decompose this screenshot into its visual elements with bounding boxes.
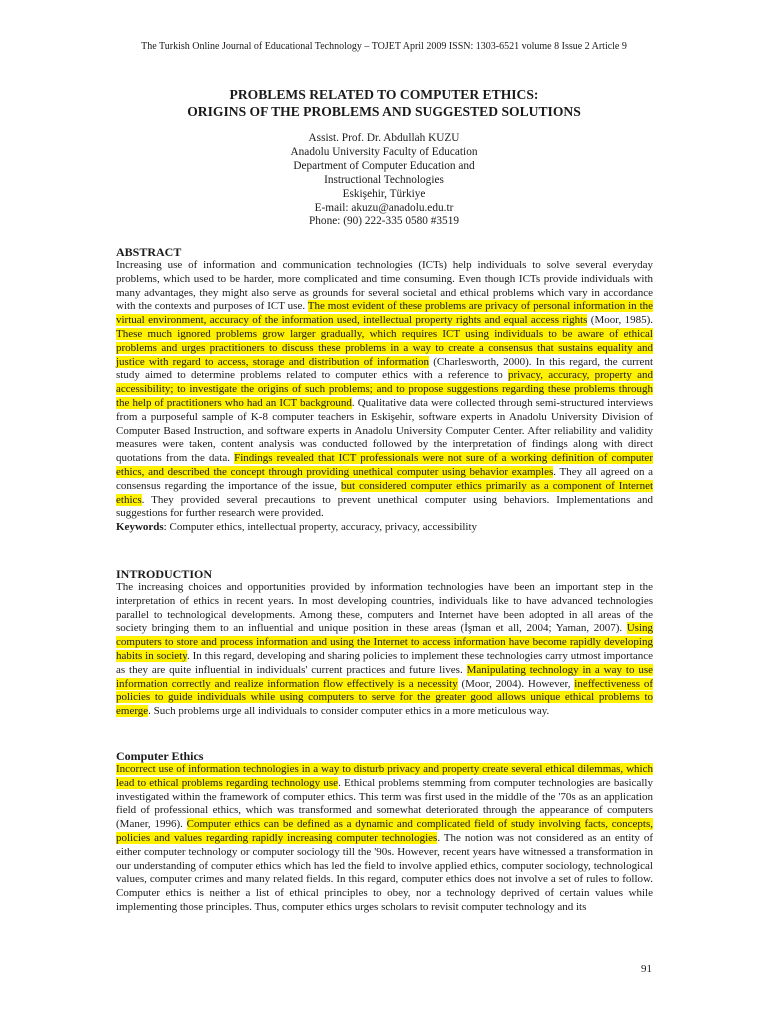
abstract-body [116,259,653,521]
highlighted-text: Incorrect use of information technologies in a way to disturb privacy and property create several ethical dilemmas, which lead to ethical problems regarding technology use [116,763,653,789]
author-affiliation: Anadolu University Faculty of Education [290,145,478,158]
introduction-body [116,581,653,719]
highlighted-text: These much ignored problems grow larger gradually, which requires ICT using individuals to be aware of ethical problems and urges practitioners to discuss these problems in a way to create a consensus that sustains equality and justice with regard to access, storage and distribution of information [116,327,653,368]
body-text: Increasing use of information and communication technologies (ICTs) help individuals to solve several everyday problems, which used to be harder, more complicated and time consuming. Even though ICTs provide individuals with many advantages, they might also serve as grounds for several societal and ethical problems which vary in accordance with the contexts and purposes of ICT use. [116,259,653,313]
keywords-text: : Computer ethics, intellectual property, accuracy, privacy, accessibility [163,521,478,534]
page-number: 91 [641,963,652,975]
body-text: . They all agreed on a consensus regarding the importance of the issue, [116,465,653,492]
abstract-section [116,245,653,535]
author-department-line-1: Department of Computer Education and [293,159,475,172]
body-text: . Such problems urge all individuals to consider computer ethics in a more meticulous way. [148,705,550,718]
highlighted-text: ineffectiveness of policies to guide individuals while using computers to serve for the greater good allows unique ethical problems to emerge [116,677,653,718]
author-phone: Phone: (90) 222-335 0580 #3519 [309,215,459,228]
keywords-line [116,521,653,535]
highlighted-text: privacy, accuracy, property and accessibility; to investigate the origins of such problems; and to propose suggestions regarding these problems through the help of practitioners who had an ICT background [116,369,654,409]
highlighted-text: Manipulating technology in a way to use information correctly and realize information flow effectively is a necessity [116,663,653,690]
highlighted-text: Findings revealed that ICT professionals were not sure of a working definition of computer ethics, and described the concept through providing unethical computer using behavior examples [116,452,653,478]
highlighted-text: but considered computer ethics primarily as a component of Internet ethics [116,479,654,506]
introduction-heading: INTRODUCTION [116,567,213,581]
paper-title [0,86,768,120]
author-email: E-mail: akuzu@anadolu.edu.tr [314,201,454,214]
body-text: . Qualitative data were collected through semi-structured interviews from a purposeful sample of K-8 computer teachers in Eskişehir, software experts in Anadolu University Division of Computer Based Instruction, and software experts in Anadolu University Computer Center. After reliability and validity measures were taken, content analysis was conducted followed by the interpretation of findings along with direct quotations from the data. [116,396,653,465]
computer-ethics-section [116,749,653,915]
title-line-2: ORIGINS OF THE PROBLEMS AND SUGGESTED SOLUTIONS [187,104,581,119]
author-block [0,132,768,229]
author-city: Eskişehir, Türkiye [342,187,426,200]
author-name: Assist. Prof. Dr. Abdullah KUZU [308,132,460,144]
body-text: . In this regard, developing and sharing policies to implement these technologies carry utmost importance as they are quite influential in individuals' current practices and future lives. [116,649,653,676]
highlighted-text: Computer ethics can be defined as a dynamic and complicated field of study involving facts, concepts, policies and values regarding rapidly increasing computer technologies [116,818,653,844]
computer-ethics-heading: Computer Ethics [116,749,204,763]
computer-ethics-body [116,763,653,915]
body-text: . The notion was not considered as an entity of either computer technology or computer sociology till the '90s. However, recent years have witnessed a transformation in our understanding of computer ethics which has led the field to involve applied ethics, computer sociology, technological values, computer crimes and many related fields. In this regard, computer ethics does not involve a set of rules to follow. Computer ethics is neither a list of ethical principles to obey, nor a technology deprived of certain values while implementing those principles. Thus, computer ethics urges scholars to revisit computer technology and its [116,831,653,913]
body-text: (Charlesworth, 2000). In this regard, the current study aimed to determine problems related to computer ethics with a reference to [116,355,653,382]
keywords-label: Keywords [116,521,164,534]
body-text: The increasing choices and opportunities provided by information technologies have been an important step in the interpretation of ethics in recent years. In most developing countries, individuals like to have advanced technologies parallel to technological developments. Among these, computers and Internet have been adopted in all areas of the society bringing them to an influential and unique position in these areas (İşman et all, 2004; Yaman, 2007). [116,581,653,635]
author-department-line-2: Instructional Technologies [324,173,444,186]
body-text: . They provided several precautions to prevent unethical computer using behaviors. Implementations and suggestions for further research were provided. [116,493,653,520]
highlighted-text: The most evident of these problems are privacy of personal information in the virtual environment, accuracy of the information used, intellectual property rights and equal access rights [116,300,654,327]
abstract-heading: ABSTRACT [116,245,182,259]
body-text: (Moor, 2004). However, [457,677,575,690]
highlighted-text: Using computers to store and process information and using the Internet to access information have become rapidly developing habits in society [116,622,653,662]
running-header: The Turkish Online Journal of Educational Technology – TOJET April 2009 ISSN: 1303-6521 volume 8 Issue 2 Article 9 [141,41,627,52]
title-line-1: PROBLEMS RELATED TO COMPUTER ETHICS: [229,87,539,102]
body-text: (Moor, 1985). [587,314,653,327]
body-text: . Ethical problems stemming from computer technologies are basically investigated within the framework of computer ethics. This term was first used in the middle of the '70s as an application field of professional ethics, which was transformed and somewhat deteriorated through the appearance of computers (Maner, 1996). [116,776,653,831]
introduction-section [116,567,653,719]
